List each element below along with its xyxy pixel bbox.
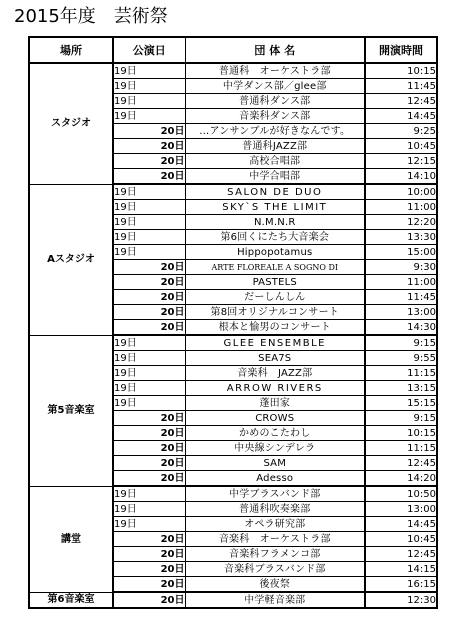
date-cell: 19日 [113, 502, 185, 517]
date-cell: 19日 [113, 200, 185, 215]
start-time-cell: 9:15 [365, 411, 437, 426]
date-cell: 20日 [113, 592, 185, 608]
start-time-cell: 14:45 [365, 517, 437, 532]
date-cell: 20日 [113, 426, 185, 441]
group-name-cell: CROWS [185, 411, 365, 426]
start-time-cell: 11:15 [365, 441, 437, 456]
start-time-cell: 12:45 [365, 456, 437, 471]
start-time-cell: 9:15 [365, 335, 437, 351]
group-name-cell: 音楽科フラメンコ部 [185, 547, 365, 562]
group-name-cell: …アンサンブルが好きなんです。 [185, 124, 365, 139]
date-cell: 20日 [113, 411, 185, 426]
start-time-cell: 12:45 [365, 94, 437, 109]
start-time-cell: 11:45 [365, 290, 437, 305]
group-name-cell: SAM [185, 456, 365, 471]
start-time-cell: 13:30 [365, 230, 437, 245]
header-time: 開演時間 [365, 37, 437, 63]
start-time-cell: 11:00 [365, 200, 437, 215]
start-time-cell: 15:00 [365, 245, 437, 260]
start-time-cell: 11:00 [365, 275, 437, 290]
date-cell: 20日 [113, 456, 185, 471]
group-name-cell: 普通科ダンス部 [185, 94, 365, 109]
date-cell: 20日 [113, 532, 185, 547]
date-cell: 19日 [113, 245, 185, 260]
date-cell: 20日 [113, 260, 185, 275]
table-row [29, 335, 437, 351]
group-name-cell: SKY`S THE LIMIT [185, 200, 365, 215]
date-cell: 20日 [113, 562, 185, 577]
group-name-cell: SEA7S [185, 351, 365, 366]
group-name-cell: Adesso [185, 471, 365, 487]
date-cell: 20日 [113, 169, 185, 185]
table-row [29, 63, 437, 79]
date-cell: 19日 [113, 79, 185, 94]
group-name-cell: 普通科吹奏楽部 [185, 502, 365, 517]
start-time-cell: 13:00 [365, 502, 437, 517]
date-cell: 20日 [113, 305, 185, 320]
start-time-cell: 14:20 [365, 471, 437, 487]
start-time-cell: 11:15 [365, 366, 437, 381]
start-time-cell: 9:25 [365, 124, 437, 139]
group-name-cell: GLEE ENSEMBLE [185, 335, 365, 351]
date-cell: 20日 [113, 320, 185, 336]
date-cell: 19日 [113, 215, 185, 230]
table-row [29, 184, 437, 200]
start-time-cell: 14:15 [365, 562, 437, 577]
group-name-cell: 中央線シンデレラ [185, 441, 365, 456]
start-time-cell: 15:15 [365, 396, 437, 411]
start-time-cell: 12:20 [365, 215, 437, 230]
group-name-cell: 第8回オリジナルコンサート [185, 305, 365, 320]
date-cell: 20日 [113, 290, 185, 305]
group-name-cell: ARROW RIVERS [185, 381, 365, 396]
date-cell: 20日 [113, 577, 185, 593]
start-time-cell: 10:45 [365, 139, 437, 154]
group-name-cell: だーしんしん [185, 290, 365, 305]
group-name-cell: 中学軽音楽部 [185, 592, 365, 608]
group-name-cell: 中学ブラスバンド部 [185, 486, 365, 502]
date-cell: 20日 [113, 154, 185, 169]
venue-cell: 講堂 [29, 486, 113, 592]
group-name-cell: ARTE FLOREALE A SOGNO DI [185, 260, 365, 275]
start-time-cell: 13:00 [365, 305, 437, 320]
venue-cell: スタジオ [29, 63, 113, 184]
start-time-cell: 10:15 [365, 63, 437, 79]
group-name-cell: 高校合唱部 [185, 154, 365, 169]
group-name-cell: 音楽科ダンス部 [185, 109, 365, 124]
date-cell: 20日 [113, 124, 185, 139]
date-cell: 19日 [113, 396, 185, 411]
date-cell: 20日 [113, 547, 185, 562]
start-time-cell: 9:55 [365, 351, 437, 366]
date-cell: 20日 [113, 139, 185, 154]
start-time-cell: 11:45 [365, 79, 437, 94]
header-group: 団 体 名 [185, 37, 365, 63]
group-name-cell: Hippopotamus [185, 245, 365, 260]
group-name-cell: 音楽科 JAZZ部 [185, 366, 365, 381]
group-name-cell: かめのこたわし [185, 426, 365, 441]
start-time-cell: 12:15 [365, 154, 437, 169]
date-cell: 19日 [113, 184, 185, 200]
date-cell: 19日 [113, 109, 185, 124]
start-time-cell: 13:15 [365, 381, 437, 396]
date-cell: 19日 [113, 486, 185, 502]
start-time-cell: 14:30 [365, 320, 437, 336]
start-time-cell: 10:50 [365, 486, 437, 502]
table-row [29, 592, 437, 608]
start-time-cell: 10:00 [365, 184, 437, 200]
date-cell: 19日 [113, 335, 185, 351]
date-cell: 19日 [113, 366, 185, 381]
table-row [29, 486, 437, 502]
date-cell: 19日 [113, 230, 185, 245]
date-cell: 19日 [113, 94, 185, 109]
table-body [29, 63, 437, 608]
group-name-cell: 後夜祭 [185, 577, 365, 593]
start-time-cell: 10:45 [365, 532, 437, 547]
date-cell: 19日 [113, 351, 185, 366]
group-name-cell: 音楽科ブラスバンド部 [185, 562, 365, 577]
group-name-cell: SALON DE DUO [185, 184, 365, 200]
header-venue: 場所 [29, 37, 113, 63]
date-cell: 20日 [113, 441, 185, 456]
group-name-cell: 中学合唱部 [185, 169, 365, 185]
start-time-cell: 14:10 [365, 169, 437, 185]
header-row [29, 37, 437, 63]
group-name-cell: 普通科JAZZ部 [185, 139, 365, 154]
venue-cell: 第5音楽室 [29, 335, 113, 486]
venue-cell: 第6音楽室 [29, 592, 113, 608]
date-cell: 19日 [113, 517, 185, 532]
group-name-cell: N.M.N.R [185, 215, 365, 230]
start-time-cell: 12:45 [365, 547, 437, 562]
start-time-cell: 16:15 [365, 577, 437, 593]
date-cell: 20日 [113, 471, 185, 487]
start-time-cell: 10:15 [365, 426, 437, 441]
venue-cell: Aスタジオ [29, 184, 113, 335]
group-name-cell: 中学ダンス部／glee部 [185, 79, 365, 94]
group-name-cell: オペラ研究部 [185, 517, 365, 532]
start-time-cell: 9:30 [365, 260, 437, 275]
start-time-cell: 12:30 [365, 592, 437, 608]
schedule-table [28, 36, 438, 609]
date-cell: 19日 [113, 63, 185, 79]
group-name-cell: PASTELS [185, 275, 365, 290]
group-name-cell: 根本と愉男のコンサート [185, 320, 365, 336]
date-cell: 20日 [113, 275, 185, 290]
document-title: 2015年度 芸術祭 [14, 6, 168, 27]
header-date: 公演日 [113, 37, 185, 63]
group-name-cell: 蓬田家 [185, 396, 365, 411]
group-name-cell: 普通科 オーケストラ部 [185, 63, 365, 79]
table-header [29, 37, 437, 63]
group-name-cell: 第6回くにたち大音楽会 [185, 230, 365, 245]
date-cell: 19日 [113, 381, 185, 396]
start-time-cell: 14:45 [365, 109, 437, 124]
group-name-cell: 音楽科 オーケストラ部 [185, 532, 365, 547]
